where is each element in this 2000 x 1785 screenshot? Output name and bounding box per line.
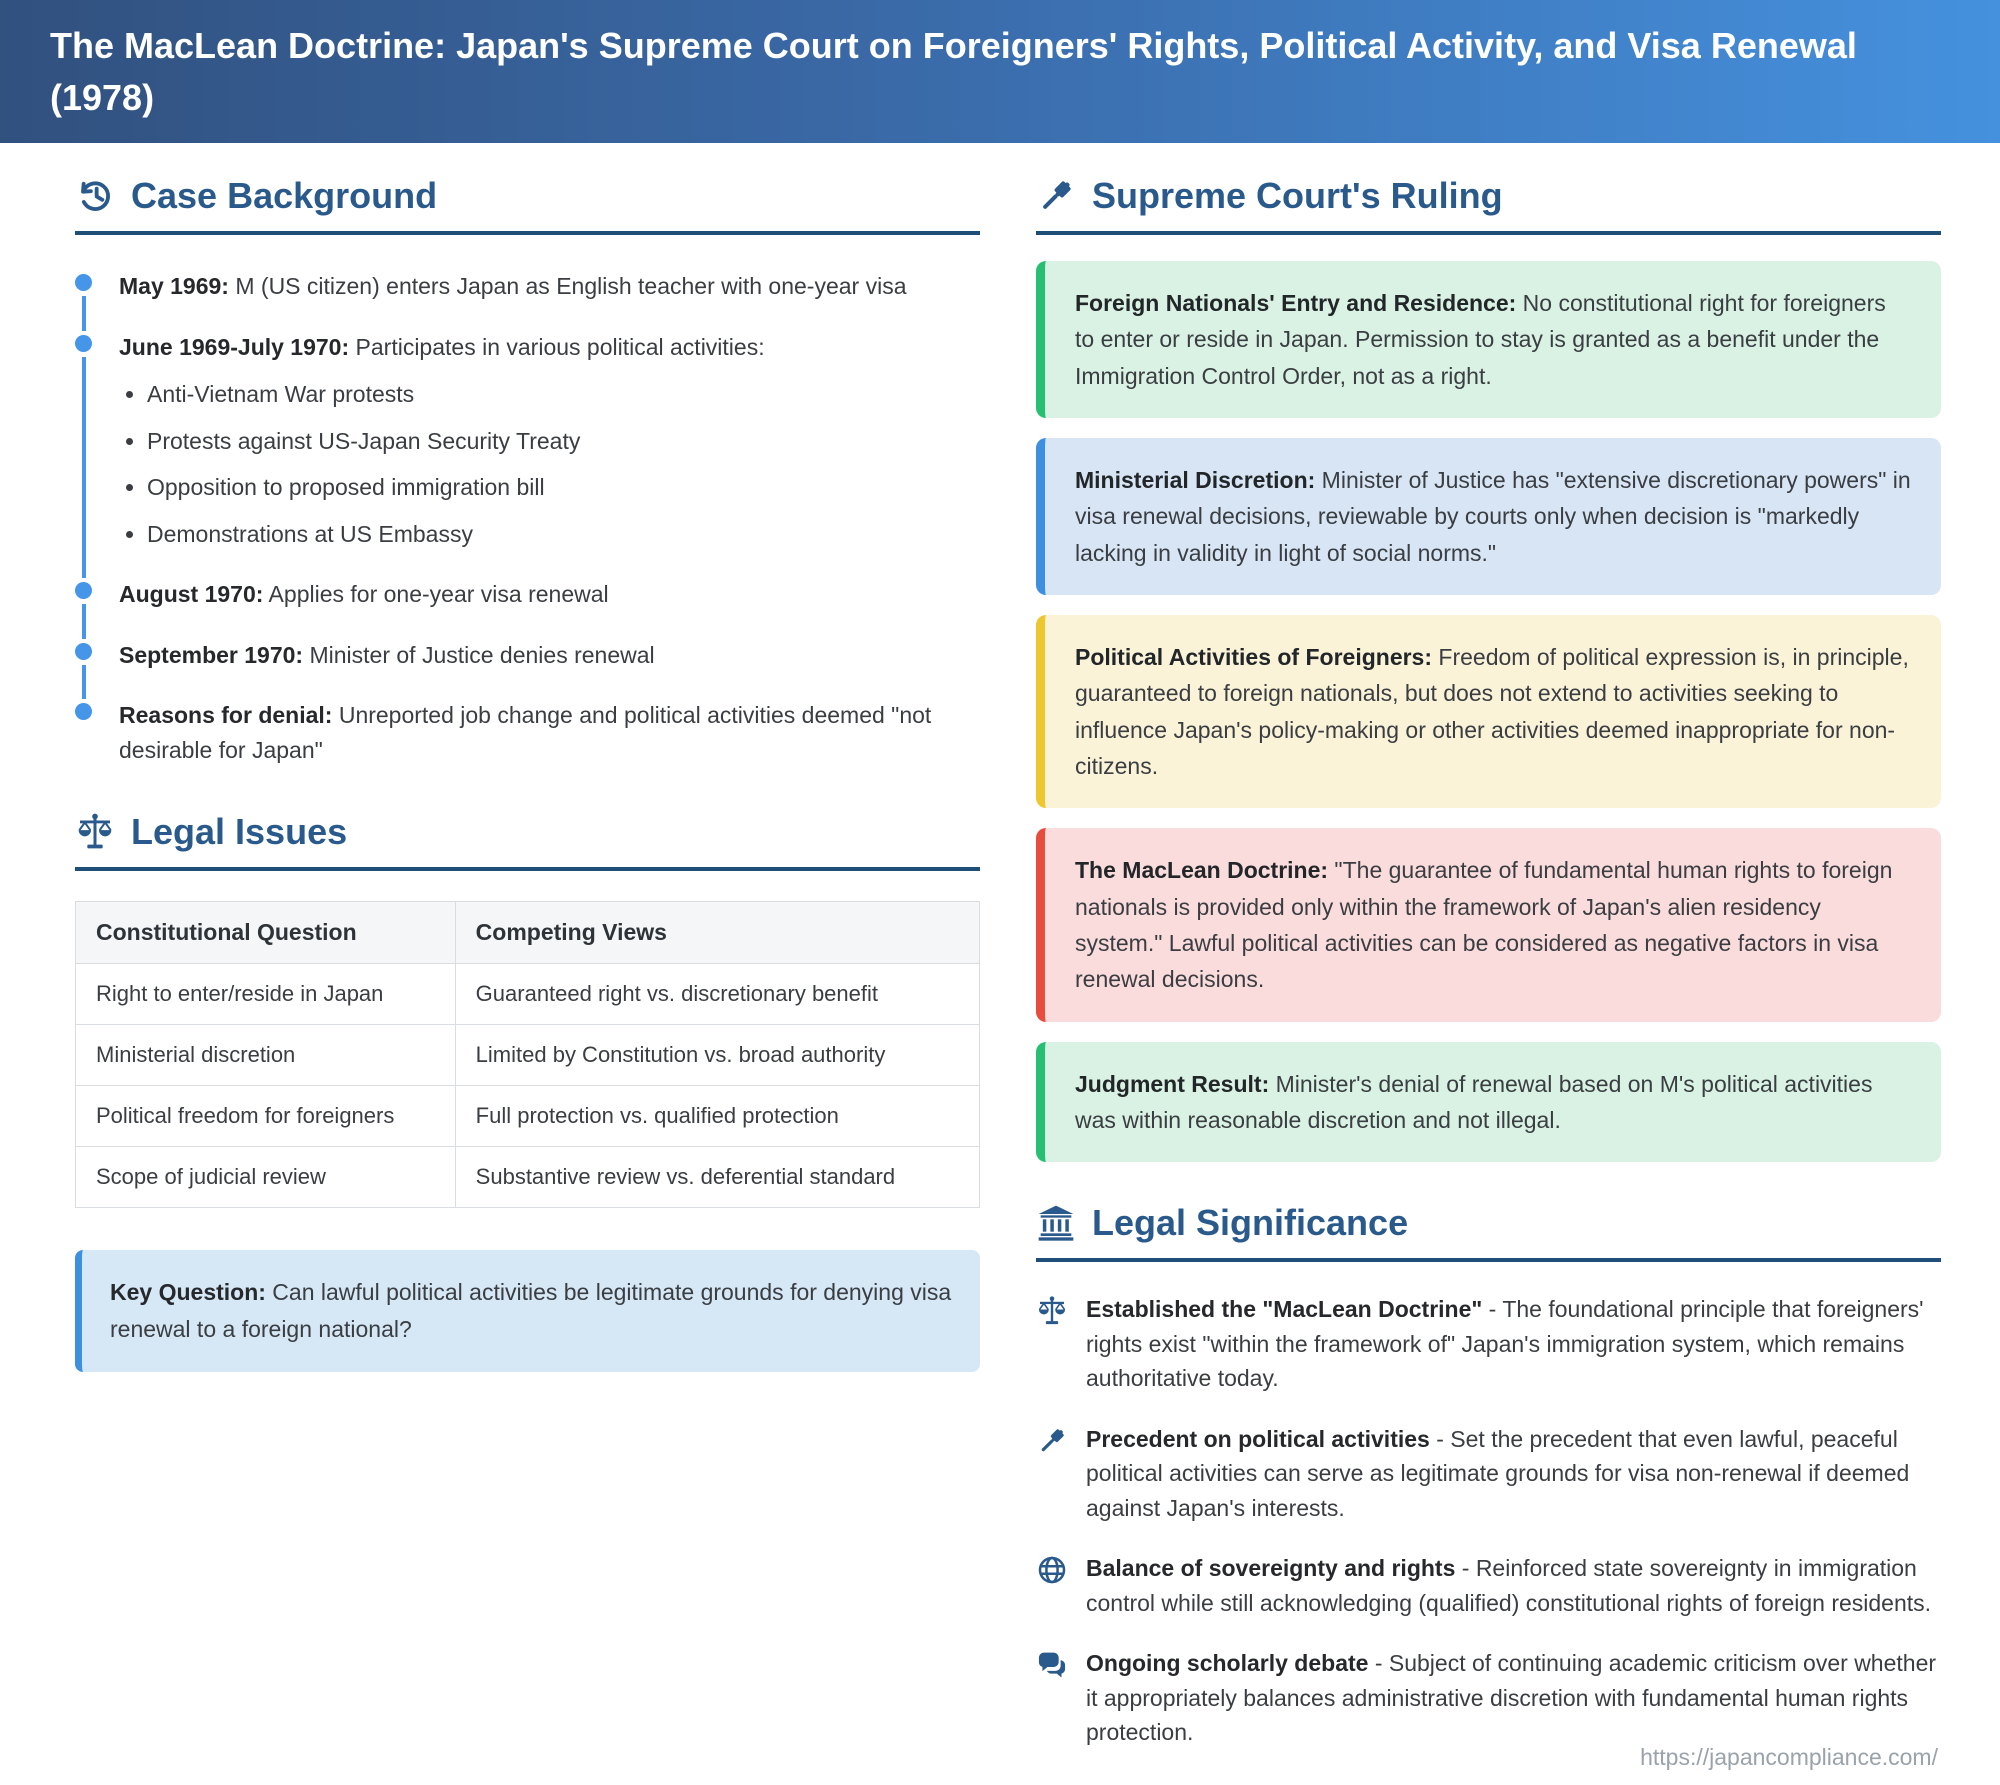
significance-item (1036, 1646, 1941, 1750)
callout-label: The MacLean Doctrine: (1075, 857, 1329, 884)
significance-text: - The foundational principle that foreigners' rights exist "within the framework of" Japan's immigration system, which remains authoritative today. (1086, 1296, 1924, 1392)
gavel-icon (1036, 1422, 1070, 1526)
significance-label: Ongoing scholarly debate (1086, 1650, 1369, 1677)
timeline (75, 269, 980, 767)
significance-item (1036, 1292, 1941, 1396)
event-bullet-list (147, 377, 980, 551)
timeline-item (75, 698, 980, 767)
significance-label: Balance of sovereignty and rights (1086, 1555, 1456, 1582)
table-cell: Scope of judicial review (76, 1147, 456, 1208)
content (0, 143, 2000, 1776)
table-cell: Full protection vs. qualified protection (455, 1086, 979, 1147)
table-cell: Limited by Constitution vs. broad authority (455, 1025, 979, 1086)
callout-text: "The guarantee of fundamental human rights to foreign nationals is provided only within the framework of Japan's alien residency system." Lawful political activities can be considered as negative factors in visa renewal decisions. (1075, 857, 1893, 993)
significance-label: Precedent on political activities (1086, 1425, 1430, 1452)
ruling-callout-maclean-doctrine (1036, 828, 1941, 1021)
comments-icon (1036, 1646, 1070, 1750)
callout-text: Minister of Justice has "extensive discretionary powers" in visa renewal decisions, reviewable by courts only when decision is "markedly lacking in validity in light of social norms." (1075, 466, 1911, 566)
table-cell: Right to enter/reside in Japan (76, 964, 456, 1025)
scales-icon (75, 812, 115, 852)
section-title-text: Case Background (131, 175, 438, 216)
significance-item (1036, 1422, 1941, 1526)
table-cell: Ministerial discretion (76, 1025, 456, 1086)
significance-item (1036, 1551, 1941, 1620)
event-label: June 1969-July 1970: (119, 333, 350, 360)
right-column (1036, 175, 1941, 1776)
table-cell: Political freedom for foreigners (76, 1086, 456, 1147)
timeline-item (75, 638, 980, 673)
footer-url[interactable]: https://japancompliance.com/ (1640, 1744, 1938, 1770)
event-text: Participates in various political activities: (349, 333, 765, 360)
column-header: Constitutional Question (76, 902, 456, 964)
table-row (76, 964, 980, 1025)
event-label: September 1970: (119, 641, 304, 668)
section-title-text: Supreme Court's Ruling (1092, 175, 1503, 216)
callout-text: Minister's denial of renewal based on M's political activities was within reasonable discretion and not illegal. (1075, 1070, 1873, 1133)
left-column (75, 175, 980, 1776)
history-icon (75, 176, 115, 216)
ruling-callout-ministerial-discretion (1036, 438, 1941, 595)
gavel-icon (1036, 176, 1076, 216)
callout-text: Freedom of political expression is, in principle, guaranteed to foreign nationals, but does not extend to activities seeking to influence Japan's policy-making or other activities deemed inappropriate for non-citizens. (1075, 643, 1909, 779)
section-title-case-background (75, 175, 980, 235)
key-question-callout (75, 1250, 980, 1372)
bullet-item: • Protests against US-Japan Security Treaty (147, 424, 980, 459)
event-text: Minister of Justice denies renewal (303, 641, 655, 668)
event-label: August 1970: (119, 581, 264, 607)
scales-icon (1036, 1292, 1070, 1396)
timeline-item (75, 330, 980, 552)
event-label: Reasons for denial: (119, 702, 333, 728)
event-text: Unreported job change and political activities deemed "not desirable for Japan" (119, 702, 932, 763)
callout-label: Judgment Result: (1075, 1070, 1270, 1097)
timeline-item (75, 577, 980, 612)
bank-icon (1036, 1203, 1076, 1243)
timeline-item (75, 269, 980, 304)
table-row (76, 1086, 980, 1147)
globe-icon (1036, 1551, 1070, 1620)
significance-label: Established the "MacLean Doctrine" (1086, 1296, 1483, 1323)
significance-text: - Reinforced state sovereignty in immigration control while still acknowledging (qualified) constitutional rights of foreign residents. (1086, 1555, 1932, 1616)
table-cell: Substantive review vs. deferential standard (455, 1147, 979, 1208)
callout-label: Political Activities of Foreigners: (1075, 643, 1433, 670)
section-title-text: Legal Significance (1092, 1202, 1409, 1244)
table-row (76, 1025, 980, 1086)
section-title-text: Legal Issues (131, 811, 348, 852)
section-title-legal-significance (1036, 1202, 1941, 1262)
bullet-item: • Anti-Vietnam War protests (147, 377, 980, 412)
bullet-item: • Demonstrations at US Embassy (147, 517, 980, 552)
table-cell: Guaranteed right vs. discretionary benefit (455, 964, 979, 1025)
callout-label: Foreign Nationals' Entry and Residence: (1075, 290, 1517, 316)
ruling-callout-political-activities (1036, 615, 1941, 808)
table-header-row (76, 902, 980, 964)
significance-text: - Subject of continuing academic criticism over whether it appropriately balances administrative discretion with fundamental human rights protection. (1086, 1650, 1937, 1746)
ruling-callout-judgment-result (1036, 1042, 1941, 1163)
header (0, 0, 2000, 143)
page-title: The MacLean Doctrine: Japan's Supreme Court on Foreigners' Rights, Political Activity, and Visa Renewal (1978) (50, 25, 1857, 118)
bullet-item: • Opposition to proposed immigration bill (147, 470, 980, 505)
significance-text: - Set the precedent that even lawful, peaceful political activities can serve as legitimate grounds for visa non-renewal if deemed against Japan's interests. (1086, 1425, 1910, 1521)
callout-text: No constitutional right for foreigners to enter or reside in Japan. Permission to stay is granted as a benefit under the Immigration Control Order, not as a right. (1075, 290, 1886, 389)
section-title-supreme-court-ruling (1036, 175, 1941, 235)
table-row (76, 1147, 980, 1208)
event-text: M (US citizen) enters Japan as English teacher with one-year visa (228, 273, 907, 299)
legal-issues-table (75, 901, 980, 1208)
event-text: Applies for one-year visa renewal (263, 581, 609, 607)
ruling-callout-entry-residence (1036, 261, 1941, 418)
key-question-label: Key Question: (110, 1279, 266, 1305)
section-title-legal-issues (75, 811, 980, 871)
column-header: Competing Views (455, 902, 979, 964)
key-question-text: Can lawful political activities be legitimate grounds for denying visa renewal to a foreign national? (110, 1279, 952, 1342)
significance-list (1036, 1292, 1941, 1750)
callout-label: Ministerial Discretion: (1075, 466, 1316, 493)
event-label: May 1969: (119, 273, 229, 299)
